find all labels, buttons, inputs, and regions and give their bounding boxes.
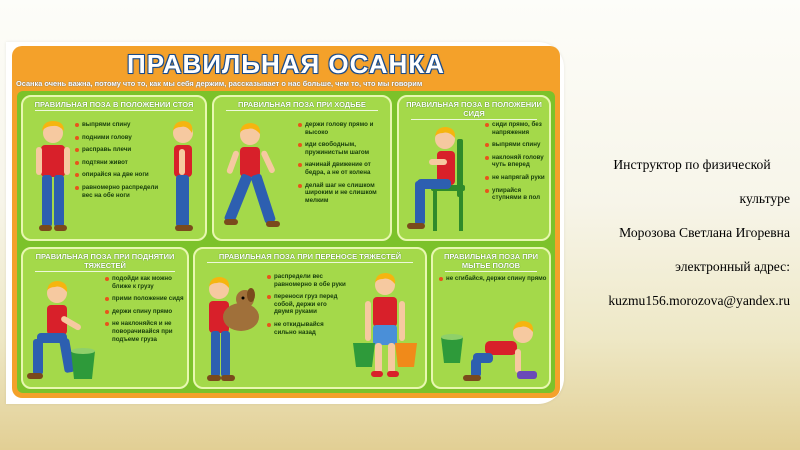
- tip-item: прими положение сидя: [105, 295, 187, 303]
- panel-lifting: [21, 247, 189, 389]
- tip-item: иди свободным, пружинистым шагом: [298, 141, 388, 156]
- tip-item: начинай движение от бедра, а не от колена: [298, 161, 388, 176]
- tip-item: подойди как можно ближе к грузу: [105, 275, 187, 290]
- tip-item: выпрями спину: [75, 121, 161, 129]
- poster-subtitle: Осанка очень важна, потому что то, как мы себя держим, рассказывает о нас больше, чем то, что мы говорим: [16, 79, 423, 88]
- tip-item: распредели вес равномерно в обе руки: [267, 273, 347, 288]
- instructor-name: Морозова Светлана Игоревна: [619, 225, 790, 240]
- tip-item: не напрягай руки: [485, 174, 549, 182]
- panel-floor-washing: [431, 247, 551, 389]
- tips-list: [298, 121, 388, 209]
- tips-list: [485, 121, 549, 207]
- standing-child-front-illustration: [33, 119, 73, 237]
- tip-item: выпрями спину: [485, 141, 549, 149]
- poster-title: ПРАВИЛЬНАЯ ОСАНКА: [127, 49, 445, 79]
- instructor-info: [566, 148, 790, 318]
- email-address: kuzmu156.morozova@yandex.ru: [608, 293, 790, 308]
- tips-list: [105, 275, 187, 348]
- tips-list: [439, 275, 547, 288]
- tip-item: наклоняй голову чуть вперед: [485, 154, 549, 169]
- tip-item: подтяни живот: [75, 159, 161, 167]
- panel-title: ПРАВИЛЬНАЯ ПОЗА ПРИ ХОДЬБЕ: [218, 100, 386, 111]
- panel-title: ПРАВИЛЬНАЯ ПОЗА В ПОЛОЖЕНИИ СТОЯ: [27, 100, 201, 111]
- child-washing-floor-illustration: [437, 313, 549, 387]
- walking-child-illustration: [220, 121, 282, 239]
- sitting-child-illustration: [403, 125, 479, 237]
- standing-child-side-illustration: [161, 119, 201, 237]
- tip-item: подними голову: [75, 134, 161, 142]
- tip-item: расправь плечи: [75, 146, 161, 154]
- panel-title: ПРАВИЛЬНАЯ ПОЗА ПРИ ПЕРЕНОСЕ ТЯЖЕСТЕЙ: [199, 252, 421, 263]
- tips-list: [75, 121, 161, 204]
- tip-item: делай шаг не слишком широким и не слишком мелким: [298, 182, 388, 205]
- child-carrying-buckets-illustration: [345, 271, 425, 387]
- panel-standing: [21, 95, 207, 241]
- tip-item: переноси груз перед собой, держи его двумя руками: [267, 293, 347, 316]
- panel-title: ПРАВИЛЬНАЯ ПОЗА ПРИ ПОДНЯТИИ ТЯЖЕСТЕЙ: [27, 252, 183, 272]
- tip-item: упирайся ступнями в пол: [485, 187, 549, 202]
- child-carrying-dog-illustration: [199, 275, 265, 387]
- poster-body: [17, 91, 555, 393]
- panel-carrying: [193, 247, 427, 389]
- lifting-child-illustration: [27, 279, 103, 385]
- tip-item: не наклоняйся и не поворачивайся при подъеме груза: [105, 320, 187, 343]
- tip-item: сиди прямо, без напряжения: [485, 121, 549, 136]
- posture-poster: [12, 46, 560, 398]
- tip-item: не сгибайся, держи спину прямо: [439, 275, 547, 283]
- tip-item: равномерно распредели вес на обе ноги: [75, 184, 161, 199]
- panel-title: ПРАВИЛЬНАЯ ПОЗА В ПОЛОЖЕНИИ СИДЯ: [403, 100, 545, 120]
- tip-item: опирайся на две ноги: [75, 171, 161, 179]
- panel-walking: [212, 95, 392, 241]
- tips-list: [267, 273, 347, 341]
- instructor-position-line2: культуре: [739, 191, 790, 206]
- tip-item: держи спину прямо: [105, 308, 187, 316]
- tip-item: держи голову прямо и высоко: [298, 121, 388, 136]
- tip-item: не откидывайся сильно назад: [267, 321, 347, 336]
- instructor-position-line1: Инструктор по физической: [613, 157, 771, 172]
- email-label: электронный адрес:: [675, 259, 790, 274]
- panel-title: ПРАВИЛЬНАЯ ПОЗА ПРИ МЫТЬЕ ПОЛОВ: [437, 252, 545, 272]
- panel-sitting: [397, 95, 551, 241]
